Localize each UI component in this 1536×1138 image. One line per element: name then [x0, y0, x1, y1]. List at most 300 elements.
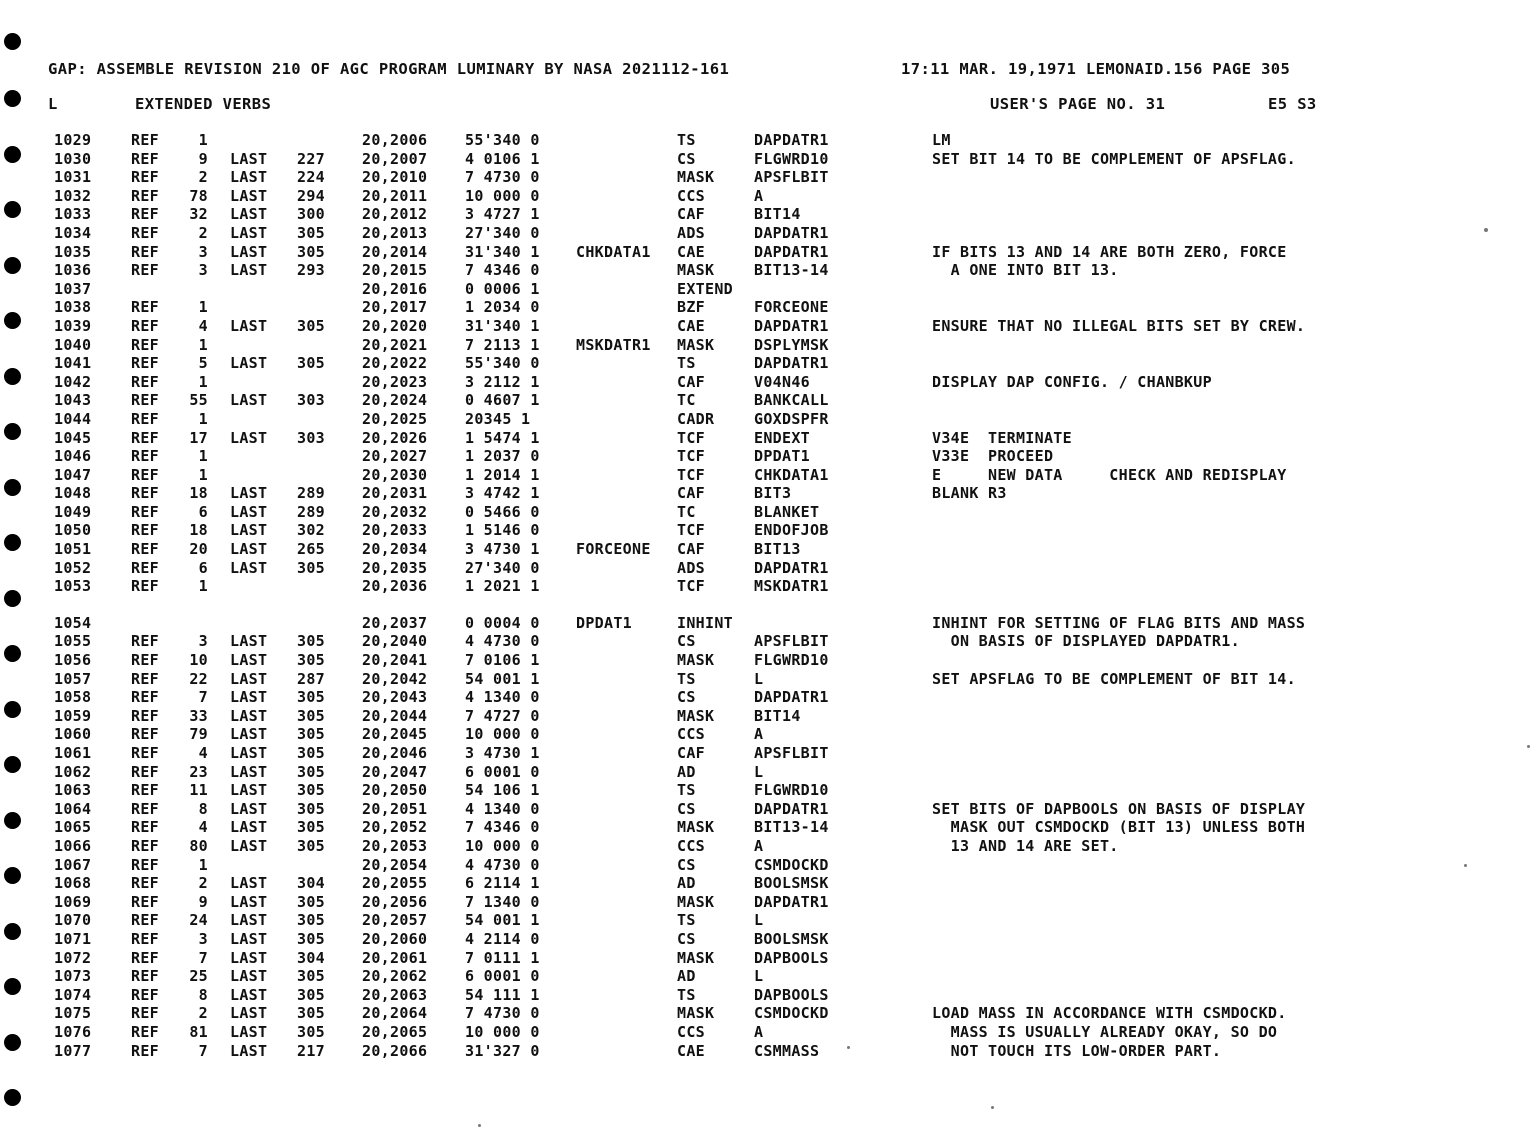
- opcode: CAF: [677, 205, 705, 224]
- ref-tag: REF: [131, 985, 159, 1004]
- last-tag: LAST: [230, 186, 268, 205]
- opcode: CS: [677, 799, 696, 818]
- operand: APSFLBIT: [754, 744, 829, 762]
- address: 20,2050: [362, 781, 428, 800]
- label: CHKDATA1: [576, 242, 651, 261]
- octal-code: 31'340 1: [465, 242, 540, 261]
- last-page: 305: [297, 651, 325, 670]
- operand: DAPDATR1: [754, 892, 829, 911]
- ref-tag: REF: [131, 447, 159, 466]
- line-number: 1030: [54, 149, 92, 168]
- octal-code: 10 000 0: [465, 186, 540, 205]
- line-number: 1061: [54, 744, 92, 762]
- ref-tag: REF: [131, 781, 159, 800]
- octal-code: 54 001 1: [465, 669, 540, 688]
- ref-count: 4: [198, 744, 208, 762]
- line-number: 1031: [54, 168, 92, 187]
- listing-row: [0, 559, 1536, 578]
- address: 20,2051: [362, 799, 428, 818]
- address: 20,2031: [362, 484, 428, 503]
- opcode: AD: [677, 967, 696, 986]
- ref-count: 25: [189, 967, 208, 986]
- line-number: 1072: [54, 948, 92, 967]
- last-page: 305: [297, 929, 325, 948]
- octal-code: 4 4730 0: [465, 855, 540, 874]
- last-tag: LAST: [230, 1004, 268, 1023]
- last-tag: LAST: [230, 261, 268, 280]
- last-page: 305: [297, 1022, 325, 1041]
- last-tag: LAST: [230, 725, 268, 744]
- opcode: TS: [677, 354, 696, 373]
- operand: BIT3: [754, 484, 792, 503]
- last-tag: LAST: [230, 316, 268, 335]
- ref-tag: REF: [131, 242, 159, 261]
- last-page: 265: [297, 540, 325, 559]
- ref-count: 55: [189, 391, 208, 410]
- ref-tag: REF: [131, 948, 159, 967]
- operand: DAPDATR1: [754, 242, 829, 261]
- ref-tag: REF: [131, 1041, 159, 1060]
- last-page: 304: [297, 948, 325, 967]
- operand: CSMDOCKD: [754, 1004, 829, 1023]
- octal-code: 3 4730 1: [465, 540, 540, 559]
- octal-code: 1 2021 1: [465, 577, 540, 596]
- line-number: 1066: [54, 836, 92, 855]
- last-tag: LAST: [230, 391, 268, 410]
- address: 20,2044: [362, 706, 428, 725]
- last-page: 305: [297, 967, 325, 986]
- listing-row: [0, 986, 1536, 1005]
- ref-count: 8: [198, 985, 208, 1004]
- last-tag: LAST: [230, 1022, 268, 1041]
- ref-count: 7: [198, 948, 208, 967]
- ref-count: 79: [189, 725, 208, 744]
- line-number: 1048: [54, 484, 92, 503]
- line-number: 1037: [54, 279, 92, 298]
- address: 20,2033: [362, 521, 428, 540]
- page-marker: L: [48, 95, 58, 113]
- ref-tag: REF: [131, 149, 159, 168]
- comment: SET APSFLAG TO BE COMPLEMENT OF BIT 14.: [932, 669, 1296, 688]
- ref-tag: REF: [131, 1004, 159, 1023]
- ref-tag: REF: [131, 223, 159, 242]
- address: 20,2011: [362, 186, 428, 205]
- last-page: 294: [297, 186, 325, 205]
- octal-code: 1 2014 1: [465, 465, 540, 484]
- last-page: 217: [297, 1041, 325, 1060]
- listing-row: [0, 614, 1536, 633]
- comment: LM: [932, 131, 951, 149]
- address: 20,2061: [362, 948, 428, 967]
- opcode: TS: [677, 669, 696, 688]
- last-page: 227: [297, 149, 325, 168]
- address: 20,2052: [362, 818, 428, 837]
- address: 20,2017: [362, 298, 428, 317]
- address: 20,2034: [362, 540, 428, 559]
- listing-row: [0, 837, 1536, 856]
- line-number: 1044: [54, 409, 92, 428]
- ref-tag: REF: [131, 168, 159, 187]
- opcode: CCS: [677, 725, 705, 744]
- run-info: 17:11 MAR. 19,1971 LEMONAID.156 PAGE 305: [901, 60, 1291, 78]
- listing-row: [0, 967, 1536, 986]
- opcode: MASK: [677, 168, 715, 187]
- line-number: 1032: [54, 186, 92, 205]
- operand: DAPDATR1: [754, 558, 829, 577]
- opcode: ADS: [677, 558, 705, 577]
- last-tag: LAST: [230, 688, 268, 707]
- address: 20,2015: [362, 261, 428, 280]
- address: 20,2054: [362, 855, 428, 874]
- comment: BLANK R3: [932, 484, 1007, 503]
- last-page: 224: [297, 168, 325, 187]
- octal-code: 3 4727 1: [465, 205, 540, 224]
- line-number: 1077: [54, 1041, 92, 1060]
- listing-row: [0, 781, 1536, 800]
- listing-row: [0, 317, 1536, 336]
- operand: FLGWRD10: [754, 651, 829, 670]
- ref-tag: REF: [131, 892, 159, 911]
- ref-tag: REF: [131, 186, 159, 205]
- octal-code: 1 5474 1: [465, 428, 540, 447]
- listing-row: [0, 800, 1536, 819]
- ref-count: 24: [189, 911, 208, 930]
- ref-count: 6: [198, 502, 208, 521]
- ref-tag: REF: [131, 651, 159, 670]
- ref-tag: REF: [131, 874, 159, 893]
- listing-row: [0, 744, 1536, 763]
- section-title: EXTENDED VERBS: [135, 95, 272, 113]
- operand: A: [754, 836, 764, 855]
- last-tag: LAST: [230, 836, 268, 855]
- line-number: 1050: [54, 521, 92, 540]
- octal-code: 1 2034 0: [465, 298, 540, 317]
- last-tag: LAST: [230, 967, 268, 986]
- ref-tag: REF: [131, 540, 159, 559]
- last-page: 302: [297, 521, 325, 540]
- last-tag: LAST: [230, 744, 268, 762]
- last-page: 305: [297, 316, 325, 335]
- line-number: 1055: [54, 632, 92, 651]
- address: 20,2006: [362, 131, 428, 149]
- comment: IF BITS 13 AND 14 ARE BOTH ZERO, FORCE: [932, 242, 1287, 261]
- last-page: 305: [297, 242, 325, 261]
- octal-code: 4 0106 1: [465, 149, 540, 168]
- opcode: CAF: [677, 540, 705, 559]
- ref-tag: REF: [131, 428, 159, 447]
- ref-tag: REF: [131, 632, 159, 651]
- line-number: 1038: [54, 298, 92, 317]
- listing-row: [0, 429, 1536, 448]
- comment: NOT TOUCH ITS LOW-ORDER PART.: [932, 1041, 1222, 1060]
- opcode: MASK: [677, 335, 715, 354]
- ref-count: 7: [198, 1041, 208, 1060]
- ref-tag: REF: [131, 577, 159, 596]
- listing-row: [0, 484, 1536, 503]
- opcode: MASK: [677, 892, 715, 911]
- ref-count: 8: [198, 799, 208, 818]
- listing-row: [0, 503, 1536, 522]
- line-number: 1029: [54, 131, 92, 149]
- octal-code: 1 2037 0: [465, 447, 540, 466]
- ref-tag: REF: [131, 131, 159, 149]
- operand: ENDOFJOB: [754, 521, 829, 540]
- last-tag: LAST: [230, 669, 268, 688]
- operand: DPDAT1: [754, 447, 810, 466]
- address: 20,2007: [362, 149, 428, 168]
- line-number: 1054: [54, 613, 92, 632]
- address: 20,2046: [362, 744, 428, 762]
- address: 20,2060: [362, 929, 428, 948]
- line-number: 1059: [54, 706, 92, 725]
- line-number: 1073: [54, 967, 92, 986]
- line-number: 1065: [54, 818, 92, 837]
- last-tag: LAST: [230, 651, 268, 670]
- operand: CHKDATA1: [754, 465, 829, 484]
- opcode: TCF: [677, 428, 705, 447]
- line-number: 1068: [54, 874, 92, 893]
- comment: DISPLAY DAP CONFIG. / CHANBKUP: [932, 372, 1212, 391]
- ref-tag: REF: [131, 799, 159, 818]
- ref-count: 2: [198, 1004, 208, 1023]
- ref-tag: REF: [131, 484, 159, 503]
- ref-tag: REF: [131, 762, 159, 781]
- ref-count: 1: [198, 577, 208, 596]
- operand: DAPDATR1: [754, 799, 829, 818]
- last-page: 305: [297, 558, 325, 577]
- octal-code: 27'340 0: [465, 223, 540, 242]
- address: 20,2066: [362, 1041, 428, 1060]
- last-tag: LAST: [230, 948, 268, 967]
- comment: V33E PROCEED: [932, 447, 1054, 466]
- ref-count: 32: [189, 205, 208, 224]
- line-number: 1033: [54, 205, 92, 224]
- ref-tag: REF: [131, 836, 159, 855]
- octal-code: 3 2112 1: [465, 372, 540, 391]
- listing-row: [0, 1023, 1536, 1042]
- ref-tag: REF: [131, 967, 159, 986]
- last-tag: LAST: [230, 985, 268, 1004]
- ref-tag: REF: [131, 669, 159, 688]
- listing-row: [0, 131, 1536, 150]
- octal-code: 0 5466 0: [465, 502, 540, 521]
- line-number: 1076: [54, 1022, 92, 1041]
- operand: DAPBOOLS: [754, 948, 829, 967]
- ref-tag: REF: [131, 298, 159, 317]
- operand: V04N46: [754, 372, 810, 391]
- last-page: 289: [297, 484, 325, 503]
- octal-code: 20345 1: [465, 409, 531, 428]
- listing-row: [0, 150, 1536, 169]
- address: 20,2027: [362, 447, 428, 466]
- address: 20,2022: [362, 354, 428, 373]
- opcode: AD: [677, 762, 696, 781]
- address: 20,2036: [362, 577, 428, 596]
- listing-row: [0, 632, 1536, 651]
- opcode: EXTEND: [677, 279, 733, 298]
- last-page: 305: [297, 781, 325, 800]
- ref-tag: REF: [131, 205, 159, 224]
- ref-count: 3: [198, 261, 208, 280]
- comment: SET BITS OF DAPBOOLS ON BASIS OF DISPLAY: [932, 799, 1306, 818]
- octal-code: 7 4727 0: [465, 706, 540, 725]
- ref-count: 23: [189, 762, 208, 781]
- last-page: 305: [297, 725, 325, 744]
- opcode: CS: [677, 632, 696, 651]
- ref-tag: REF: [131, 391, 159, 410]
- label: DPDAT1: [576, 613, 632, 632]
- opcode: CAF: [677, 372, 705, 391]
- octal-code: 4 2114 0: [465, 929, 540, 948]
- ref-tag: REF: [131, 316, 159, 335]
- line-number: 1060: [54, 725, 92, 744]
- scan-speck: [991, 1106, 994, 1109]
- operand: FLGWRD10: [754, 781, 829, 800]
- octal-code: 55'340 0: [465, 354, 540, 373]
- listing-row: [0, 856, 1536, 875]
- ref-count: 1: [198, 465, 208, 484]
- line-number: 1064: [54, 799, 92, 818]
- operand: L: [754, 967, 764, 986]
- comment: SET BIT 14 TO BE COMPLEMENT OF APSFLAG.: [932, 149, 1296, 168]
- operand: A: [754, 725, 764, 744]
- ref-tag: REF: [131, 465, 159, 484]
- last-tag: LAST: [230, 911, 268, 930]
- operand: BIT13-14: [754, 261, 829, 280]
- ref-count: 22: [189, 669, 208, 688]
- opcode: MASK: [677, 1004, 715, 1023]
- octal-code: 10 000 0: [465, 725, 540, 744]
- line-number: 1043: [54, 391, 92, 410]
- last-page: 303: [297, 391, 325, 410]
- last-page: 305: [297, 688, 325, 707]
- opcode: TS: [677, 911, 696, 930]
- comment: A ONE INTO BIT 13.: [932, 261, 1119, 280]
- address: 20,2014: [362, 242, 428, 261]
- punch-hole-icon: [4, 90, 21, 107]
- line-number: 1042: [54, 372, 92, 391]
- operand: BOOLSMSK: [754, 874, 829, 893]
- line-number: 1046: [54, 447, 92, 466]
- ref-tag: REF: [131, 409, 159, 428]
- ref-tag: REF: [131, 521, 159, 540]
- ref-count: 1: [198, 447, 208, 466]
- address: 20,2065: [362, 1022, 428, 1041]
- octal-code: 54 106 1: [465, 781, 540, 800]
- octal-code: 10 000 0: [465, 836, 540, 855]
- octal-code: 0 0004 0: [465, 613, 540, 632]
- label: FORCEONE: [576, 540, 651, 559]
- last-page: 305: [297, 799, 325, 818]
- comment: V34E TERMINATE: [932, 428, 1072, 447]
- last-tag: LAST: [230, 762, 268, 781]
- last-page: 304: [297, 874, 325, 893]
- opcode: MASK: [677, 706, 715, 725]
- operand: BIT14: [754, 706, 801, 725]
- last-tag: LAST: [230, 521, 268, 540]
- octal-code: 27'340 0: [465, 558, 540, 577]
- address: 20,2024: [362, 391, 428, 410]
- address: 20,2013: [362, 223, 428, 242]
- opcode: CS: [677, 149, 696, 168]
- ref-count: 1: [198, 131, 208, 149]
- address: 20,2042: [362, 669, 428, 688]
- listing-row: [0, 651, 1536, 670]
- comment: 13 AND 14 ARE SET.: [932, 836, 1119, 855]
- operand: BANKCALL: [754, 391, 829, 410]
- line-number: 1056: [54, 651, 92, 670]
- ref-count: 1: [198, 298, 208, 317]
- ref-count: 5: [198, 354, 208, 373]
- opcode: MASK: [677, 818, 715, 837]
- last-tag: LAST: [230, 168, 268, 187]
- ref-count: 9: [198, 149, 208, 168]
- last-tag: LAST: [230, 502, 268, 521]
- line-number: 1047: [54, 465, 92, 484]
- octal-code: 7 4730 0: [465, 168, 540, 187]
- last-tag: LAST: [230, 484, 268, 503]
- address: 20,2047: [362, 762, 428, 781]
- listing-row: [0, 521, 1536, 540]
- last-tag: LAST: [230, 874, 268, 893]
- ref-tag: REF: [131, 261, 159, 280]
- operand: BIT13: [754, 540, 801, 559]
- address: 20,2055: [362, 874, 428, 893]
- octal-code: 55'340 0: [465, 131, 540, 149]
- listing-row: [0, 725, 1536, 744]
- address: 20,2062: [362, 967, 428, 986]
- operand: L: [754, 911, 764, 930]
- ref-count: 4: [198, 316, 208, 335]
- operand: GOXDSPFR: [754, 409, 829, 428]
- ref-tag: REF: [131, 335, 159, 354]
- last-tag: LAST: [230, 223, 268, 242]
- ref-tag: REF: [131, 558, 159, 577]
- last-page: 305: [297, 985, 325, 1004]
- operand: DAPDATR1: [754, 688, 829, 707]
- opcode: TCF: [677, 521, 705, 540]
- opcode: MASK: [677, 651, 715, 670]
- octal-code: 0 0006 1: [465, 279, 540, 298]
- last-page: 305: [297, 836, 325, 855]
- line-number: 1051: [54, 540, 92, 559]
- last-page: 305: [297, 1004, 325, 1023]
- opcode: CCS: [677, 836, 705, 855]
- address: 20,2032: [362, 502, 428, 521]
- operand: APSFLBIT: [754, 632, 829, 651]
- comment: ON BASIS OF DISPLAYED DAPDATR1.: [932, 632, 1240, 651]
- last-page: 305: [297, 223, 325, 242]
- opcode: TC: [677, 502, 696, 521]
- ref-count: 11: [189, 781, 208, 800]
- opcode: CAE: [677, 242, 705, 261]
- listing-row: [0, 577, 1536, 596]
- line-number: 1057: [54, 669, 92, 688]
- last-page: 287: [297, 669, 325, 688]
- opcode: CADR: [677, 409, 715, 428]
- operand: DAPDATR1: [754, 223, 829, 242]
- last-page: 300: [297, 205, 325, 224]
- ref-count: 2: [198, 874, 208, 893]
- listing-row: [0, 688, 1536, 707]
- address: 20,2016: [362, 279, 428, 298]
- listing-row: [0, 280, 1536, 299]
- ref-count: 10: [189, 651, 208, 670]
- octal-code: 0 4607 1: [465, 391, 540, 410]
- line-number: 1034: [54, 223, 92, 242]
- line-number: 1040: [54, 335, 92, 354]
- line-number: 1039: [54, 316, 92, 335]
